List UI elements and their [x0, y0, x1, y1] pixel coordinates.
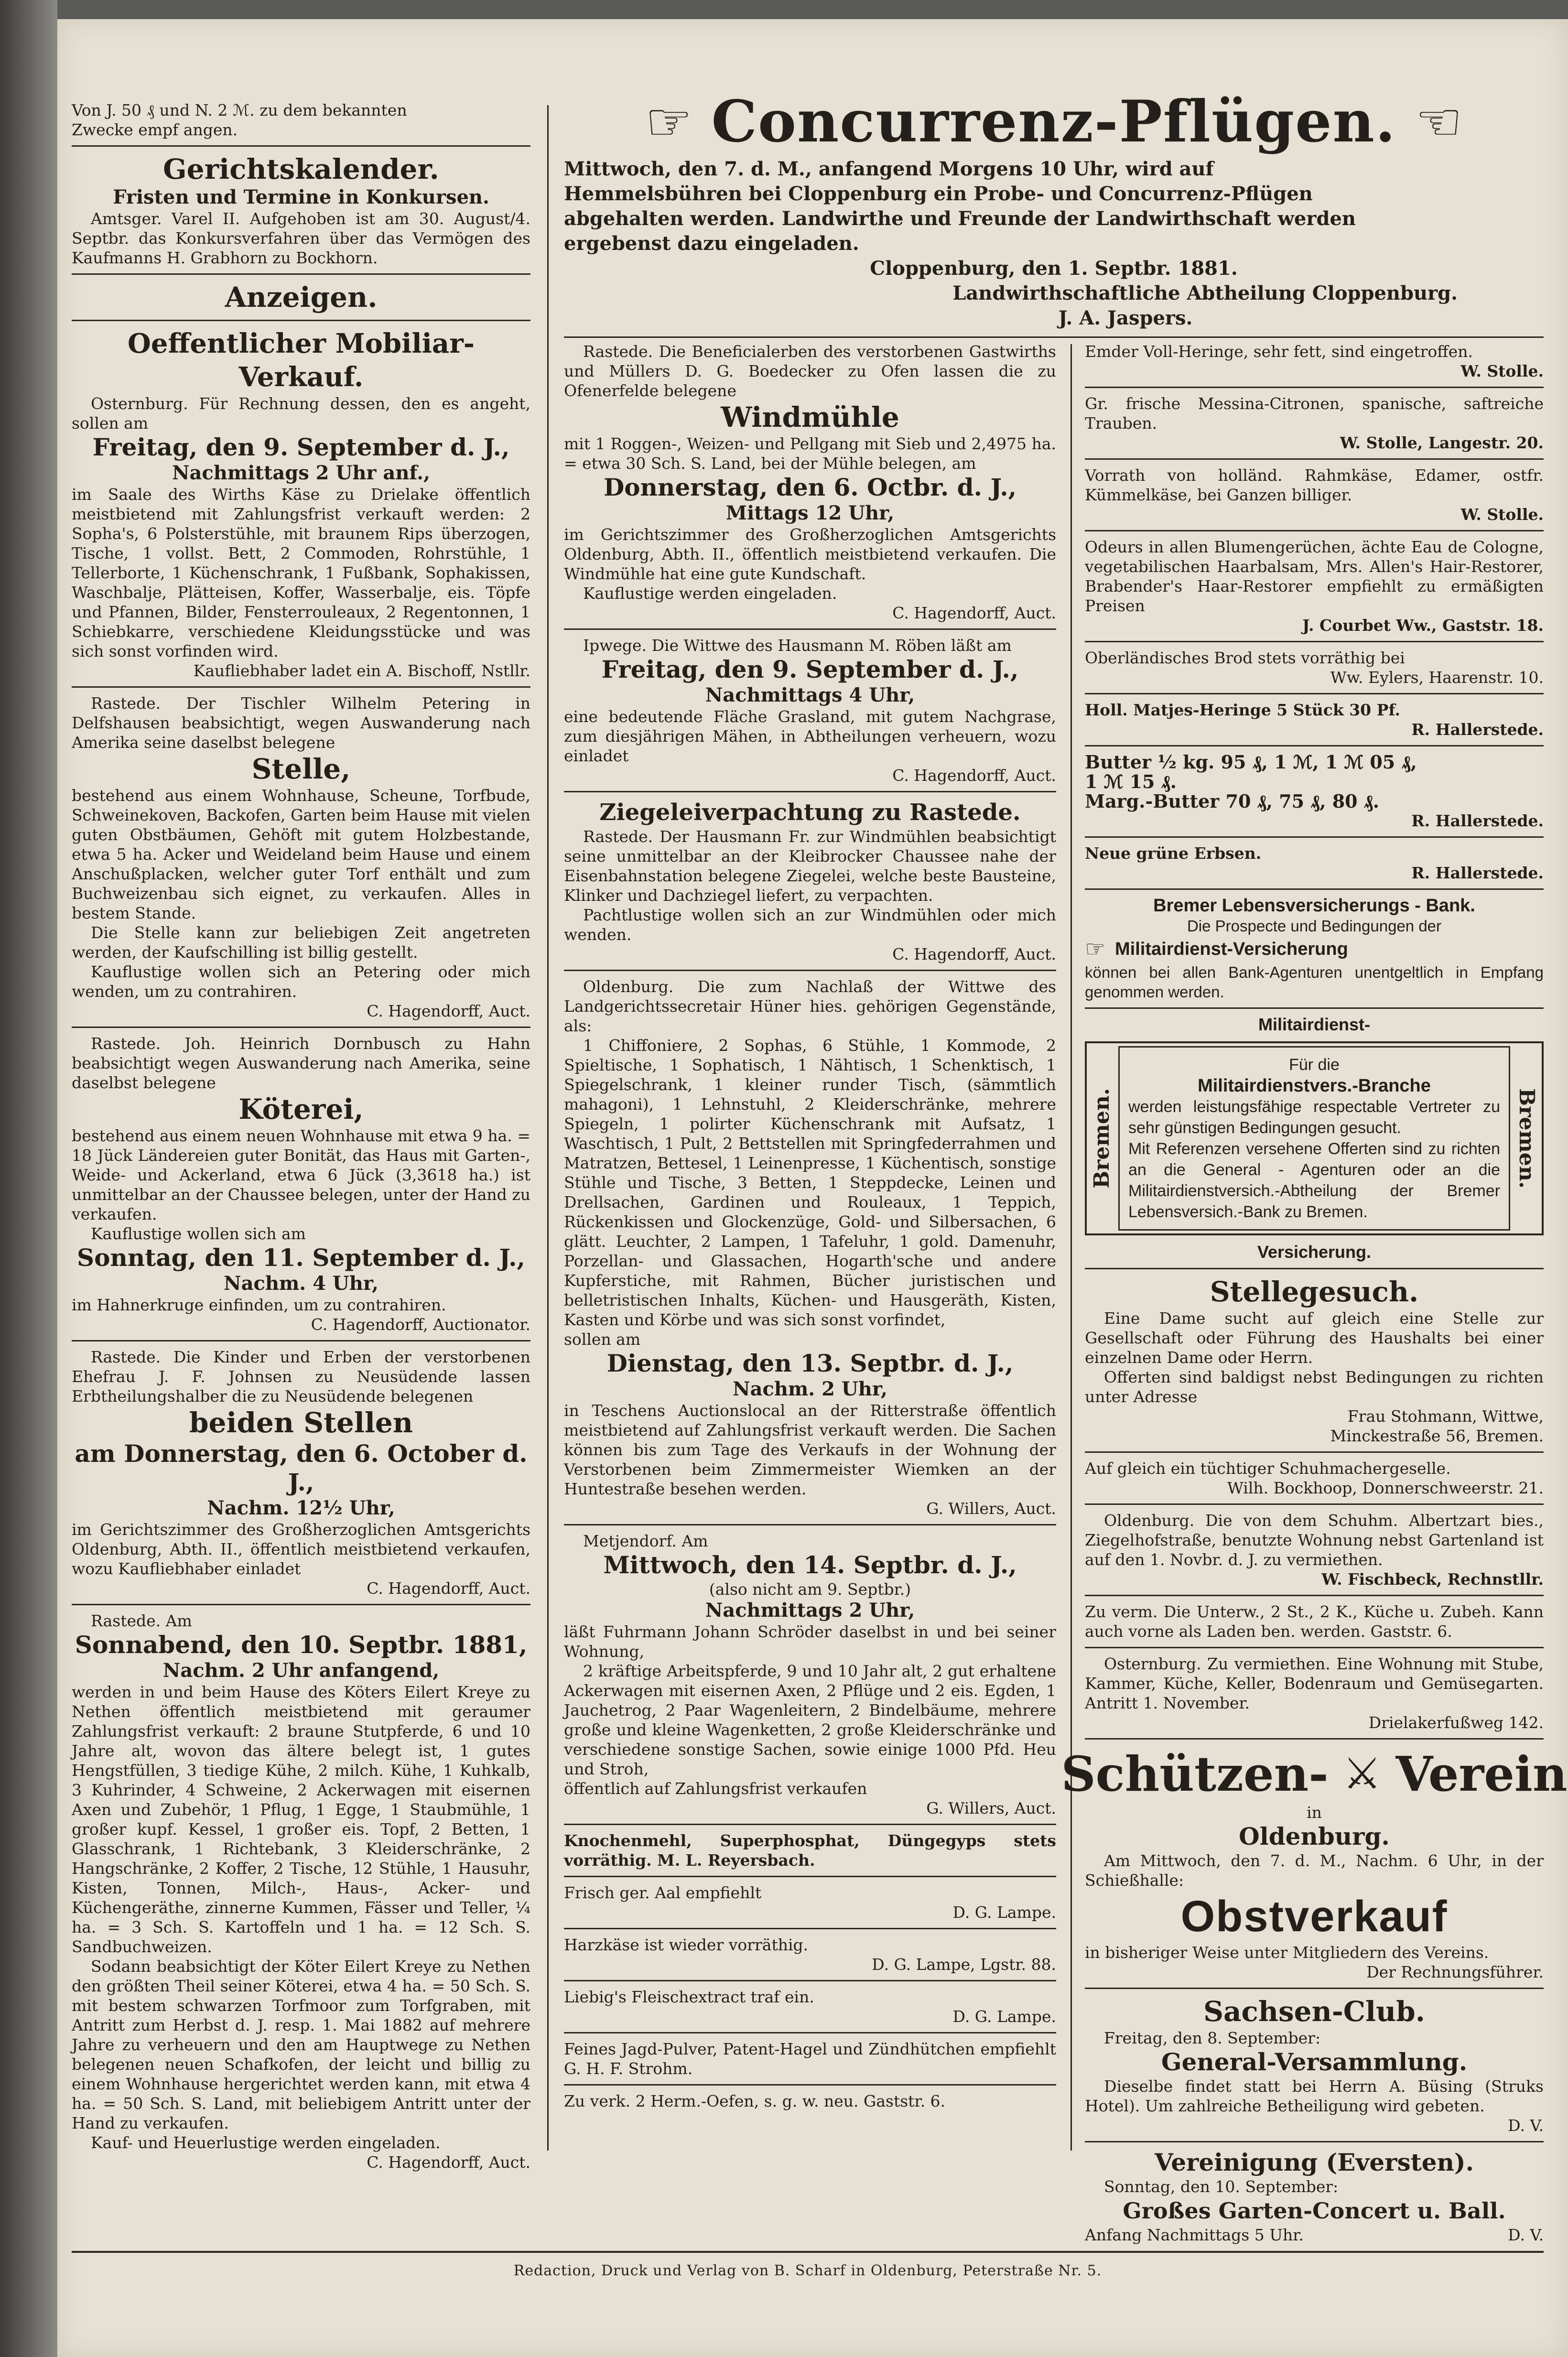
metjendorf-date: Mittwoch, den 14. Septbr. d. J.,	[603, 1551, 1017, 1579]
erbsen-ad: Neue grüne Erbsen.	[1085, 844, 1262, 863]
ziegelei-text: Rastede. Der Hausmann Fr. zur Windmühlen beabsichtigt seine unmittelbar an der Kleibrocker Chaussee nahe der Eisenbahnstation belegene Ziegelei, welche beste Bausteine, Klinker und Dachziegel liefert, zu verpachten.	[564, 827, 1056, 905]
huener-intro: Oldenburg. Die zum Nachlaß der Wittwe des Landgerichtssecretair Hüner hies. gehörigen Gegenstände, als:	[564, 977, 1056, 1035]
divider	[564, 1928, 1056, 1929]
box-line: werden leistungsfähige respectable Vertreter zu sehr günstigen Bedingungen gesucht.	[1128, 1098, 1500, 1137]
odeurs-sign: J. Courbet Ww., Gaststr. 18.	[1302, 616, 1544, 635]
kreye-intro: Rastede. Am	[91, 1611, 192, 1630]
schuetzen-title	[1061, 1745, 1568, 1803]
schuhmacher-ad: Auf gleich ein tüchtiger Schuhmachergeselle.	[1085, 1459, 1451, 1478]
petering-text: Die Stelle kann zur beliebigen Zeit angetreten werden, der Kaufschilling ist billig gestellt.	[72, 923, 530, 962]
schuetzen-in: in	[1307, 1803, 1322, 1822]
kreye-text: werden in und beim Hause des Köters Eilert Kreye zu Nethen öffentlich meistbietend mit geraumer Zahlungsfrist verkauft: 2 braune Stutpferde, 6 und 10 Jahre alt, wovon das ältere belegt ist, 1 gutes Hengstfüllen, 3 tiedige Kühe, 2 milch. Kühe, 1 Kuhkalb, 3 Kuhrinder, 4 Schweine, 2 Ackerwagen mit eisernen Axen und Zubehör, 1 Pflug, 1 Egge, 1 Staubmühle, 1 großer kupf. Kessel, 1 großer eis. Topf, 2 Betten, 1 Glasschrank, 1 Richtebank, 3 Kleiderschränke, 2 Hangschränke, 2 Koffer, 2 Tische, 12 Stühle, 1 Hausuhr, Kisten, Tonnen, Milch-, Haus-, Acker- und Küchengeräthe, zinnerne Kummen, Fässer und Teller, ¼ ha. = 3 Sch. S. Kartoffeln und 1 ha. = 12 Sch. S. Sandbuchweizen.	[72, 1683, 530, 1956]
divider	[1085, 888, 1544, 890]
butter-ad: 1 ℳ 15 ₰.	[1085, 771, 1177, 792]
divider	[72, 1340, 530, 1341]
militair-banner	[1085, 936, 1544, 962]
metjendorf-text: öffentlich auf Zahlungsfrist verkaufen	[564, 1779, 867, 1798]
vereinigung-footer	[1085, 2225, 1544, 2245]
sachsen-sign: D. V.	[1508, 2116, 1544, 2135]
box-line: Mit Referenzen versehene Offerten sind zu richten an die General - Agenturen oder an die Militairdienstversich.-Abtheilung der Bremer Lebensversich.-Bank zu Bremen.	[1128, 1140, 1500, 1221]
harzkaese-ad: Harzkäse ist wieder vorräthig.	[564, 1935, 809, 1954]
butter-sign: R. Hallerstede.	[1411, 811, 1544, 830]
huener-text: 1 Chiffoniere, 2 Sophas, 6 Stühle, 1 Kommode, 2 Spieltische, 1 Sophatisch, 1 Nähtisch, 1 Schenktisch, 1 Spiegelschrank, 1 kleiner runder Tisch, (sämmtlich mahagoni), 1 Lehnstuhl, 2 Kleiderschränke, mehrere Spiegeln, 1 polirter Küchenschrank mit Aufsatz, 1 Waschtisch, 1 Pult, 2 Bettstellen mit Springfederrahmen und Matratzen, Bettesel, 1 Leinenpresse, 1 Küchentisch, sonstige Stühle und Tische, 3 Betten, 1 Steppdecke, Leinen und Drellsachen, Gardinen und Rouleaux, 1 Teppich, Rückenkissen und Glockenzüge, Gold- und Silbersachen, 6 glätt. Leuchter, 2 Lampen, 1 Tafeluhr, 1 gold. Damenuhr, Porzellan- und Glassachen, Hogarth'sche und andere Kupferstiche, mit Rahmen, Bücher juristischen und belletristischen Inhalts, Küchen- und Hausgeräth, Kisten, Kasten und Körbe und was sich sonst vorfindet,	[564, 1036, 1056, 1329]
gerichtskalender-subtitle: Fristen und Termine in Konkursen.	[113, 186, 489, 208]
brod-sign: Ww. Eylers, Haarenstr. 10.	[1330, 668, 1544, 687]
johnsen-time: Nachm. 12½ Uhr,	[207, 1497, 395, 1519]
pfluegen-org: Landwirthschaftliche Abtheilung Cloppenburg.	[952, 282, 1458, 304]
divider	[1085, 693, 1544, 694]
divider	[72, 273, 530, 275]
mobiliar-text: im Saale des Wirths Käse zu Drielake öffentlich meistbietend mit Zahlungsfrist verkauft werden: 2 Sopha's, 6 Polsterstühle, mit braunem Rips überzogen, Tische, 1 vollst. Bett, 2 Commoden, Rohrstühle, 1 Tellerborte, 1 Küchenschrank, 1 Fußbank, Sophakissen, Waschbalje, Plätteisen, Koffer, Wasserbalje, eis. Töpfe und Pfannen, Bilder, Fensterrouleaux, 2 Regentonnen, 1 Schiebkarre, verschiedene Kleidungsstücke und was sich sonst vorfinden wird.	[72, 485, 530, 660]
kaese-sign: W. Stolle.	[1460, 505, 1544, 524]
boedecker-text: im Gerichtszimmer des Großherzoglichen Amtsgerichts Oldenburg, Abth. II., öffentlich meistbietend verkaufen. Die Windmühle hat eine gute Kundschaft.	[564, 525, 1056, 583]
boedecker-head: Windmühle	[721, 401, 899, 433]
oefen-ad: Zu verk. 2 Herm.-Oefen, s. g. w. neu. Gaststr. 6.	[564, 2092, 946, 2110]
gerichtskalender-title: Gerichtskalender.	[163, 153, 439, 185]
vereinigung-title: Vereinigung (Eversten).	[1155, 2148, 1474, 2176]
knochenmehl-ad: Knochenmehl, Superphosphat, Düngegyps stets vorräthig. M. L. Reyersbach.	[564, 1831, 1056, 1870]
sachsen-club-title: Sachsen-Club.	[1203, 1995, 1425, 2028]
right-column	[1061, 342, 1568, 2245]
divider	[72, 686, 530, 688]
matjes-ad: Holl. Matjes-Heringe 5 Stück 30 Pf.	[1085, 701, 1400, 719]
boedecker-text: Kauflustige werden eingeladen.	[583, 584, 837, 603]
petering-text: bestehend aus einem Wohnhause, Scheune, Torfbude, Schweinekoven, Backofen, Garten beim Hause mit vielen guten Obstbäumen, Gehöft mit gutem Holzbestande, etwa 5 ha. Acker und Weideland beim Hause und einem Anschußplacken, welcher guter Torf enthält und zum Buchweizenbau sich eignet, zu verkaufen. Alles in bestem Stande.	[72, 786, 530, 922]
binding-spine	[0, 0, 57, 2357]
osternburg-sign: Drielakerfußweg 142.	[1368, 1713, 1544, 1732]
militair-box-bottom: Versicherung.	[1257, 1242, 1372, 1262]
column-rule	[547, 105, 549, 2151]
divider	[72, 320, 530, 321]
huener-date: Dienstag, den 13. Septbr. d. J.,	[606, 1349, 1014, 1377]
petering-sign: C. Hagendorff, Auct.	[367, 1002, 530, 1020]
aal-sign: D. G. Lampe.	[952, 1903, 1056, 1922]
militair-box-top: Militairdienst-	[1258, 1015, 1371, 1034]
column-rule	[1071, 344, 1072, 2151]
petering-head: Stelle,	[251, 753, 351, 785]
divider	[564, 1824, 1056, 1825]
divider	[1085, 1647, 1544, 1648]
divider	[1085, 745, 1544, 746]
metjendorf-text: 2 kräftige Arbeitspferde, 9 und 10 Jahr alt, 2 gut erhaltene Ackerwagen mit eisernen Axen, 2 Pflüge und 2 eis. Egden, 1 Jauchetrog, 2 Paar Wagenleitern, 2 Bindelbäume, mehrere große und kleine Wagenketten, 2 große Kleiderschränke und verschiedene sonstige Sachen, sowie einige 1000 Pfd. Heu und Stroh,	[564, 1662, 1056, 1778]
erbsen-sign: R. Hallerstede.	[1411, 864, 1544, 882]
roeben-time: Nachmittags 4 Uhr,	[705, 684, 915, 706]
wohnung-ad: Oldenburg. Die von dem Schuhm. Albertzart bies., Ziegelhofstraße, benutzte Wohnung nebst Gartenland ist auf den 1. Novbr. d. J. zu vermiethen.	[1085, 1511, 1544, 1569]
stellegesuch-title: Stellegesuch.	[1210, 1276, 1419, 1308]
metjendorf-sign: G. Willers, Auct.	[926, 1799, 1056, 1817]
vereinigung-date: Sonntag, den 10. September:	[1104, 2177, 1339, 2196]
pointing-hand-left-icon: ☜	[1415, 91, 1463, 152]
bremer-bank-title: Bremer Lebensversicherungs - Bank.	[1153, 896, 1475, 916]
divider	[564, 1980, 1056, 1981]
pfluegen-place-date: Cloppenburg, den 1. Septbr. 1881.	[870, 257, 1238, 280]
harzkaese-sign: D. G. Lampe, Lgstr. 88.	[872, 1955, 1056, 1974]
petering-intro: Rastede. Der Tischler Wilhelm Petering in Delfshausen beabsichtigt, wegen Auswanderung nach Amerika seine daselbst belegene	[72, 694, 530, 752]
mobiliar-title: Oeffentlicher Mobiliar-Verkauf.	[128, 328, 475, 393]
stellegesuch-addr: Frau Stohmann, Wittwe,	[1347, 1407, 1544, 1426]
militair-box-inner	[1118, 1046, 1510, 1231]
schuhmacher-sign: Wilh. Bockhoop, Donnerschweerstr. 21.	[1227, 1479, 1544, 1497]
kaese-ad: Vorrath von holländ. Rahmkäse, Edamer, ostfr. Kümmelkäse, bei Ganzen billiger.	[1085, 466, 1544, 504]
divider	[1085, 1988, 1544, 1989]
pointing-hand-right-icon: ☞	[645, 91, 692, 152]
imprint-footer: Redaction, Druck und Verlag von B. Scharf in Oldenburg, Peterstraße Nr. 5.	[72, 2251, 1544, 2279]
anzeigen-heading: Anzeigen.	[225, 281, 378, 314]
schuetzen-city: Oldenburg.	[1239, 1822, 1390, 1850]
crossed-rifles-icon: ⚔	[1342, 1749, 1382, 1799]
metjendorf-alt: (also nicht am 9. Septbr.)	[709, 1580, 911, 1599]
divider	[564, 970, 1056, 971]
left-column	[72, 100, 530, 2172]
obstverkauf-head: Obstverkauf	[1180, 1892, 1448, 1941]
boedecker-date: Donnerstag, den 6. Octbr. d. J.,	[603, 473, 1017, 501]
ziegelei-sign: C. Hagendorff, Auct.	[892, 945, 1056, 963]
sachsen-date: Freitag, den 8. September:	[1104, 2029, 1321, 2047]
pfluegen-line: ergebenst dazu eingeladen.	[564, 232, 859, 255]
notice-line: Von J. 50 ₰ und N. 2 ℳ. zu dem bekannten	[72, 101, 407, 119]
bremer-bank-text: können bei allen Bank-Agenturen unentgeltlich in Empfang genommen werden.	[1085, 963, 1544, 1001]
vereinigung-head: Großes Garten-Concert u. Ball.	[1123, 2198, 1506, 2224]
divider	[1085, 836, 1544, 838]
divider	[72, 145, 530, 147]
gerichtskalender-text: Amtsger. Varel II. Aufgehoben ist am 30. August/4. Septbr. das Konkursverfahren über das Vermögen des Kaufmanns H. Grabhorn zu Bockhorn.	[72, 209, 530, 267]
notice-line: Zwecke empf angen.	[72, 120, 238, 139]
liebig-sign: D. G. Lampe.	[952, 2007, 1056, 2026]
dornbusch-intro: Rastede. Joh. Heinrich Dornbusch zu Hahn beabsichtigt wegen Auswanderung nach Amerika, seine daselbst belegene	[72, 1034, 530, 1092]
divider	[1085, 2141, 1544, 2142]
kreye-time: Nachm. 2 Uhr anfangend,	[162, 1659, 440, 1682]
divider	[564, 1876, 1056, 1877]
kreye-text: Kauf- und Heuerlustige werden eingeladen.	[91, 2133, 441, 2152]
aal-ad: Frisch ger. Aal empfiehlt	[564, 1883, 762, 1902]
roeben-text: eine bedeutende Fläche Grasland, mit gutem Nachgrase, zum diesjährigen Mähen, in Abtheilungen verheuern, wozu einladet	[564, 707, 1056, 765]
huener-text: in Teschens Auctionslocal an der Ritterstraße öffentlich meistbietend auf Zahlungsfrist verkauft werden. Die Sachen können bis zum Tage des Verkaufs in der Wohnung der Verstorbenen beim Zimmermeister Wiemken an der Huntestraße besehen werden.	[564, 1401, 1056, 1498]
dornbusch-text: Kauflustige wollen sich am	[91, 1224, 306, 1243]
liebig-ad: Liebig's Fleischextract traf ein.	[564, 1988, 814, 2006]
militair-box	[1085, 1041, 1544, 1235]
divider	[1085, 458, 1544, 460]
jagdpulver-ad: Feines Jagd-Pulver, Patent-Hagel und Zündhütchen empfiehlt G. H. F. Strohm.	[564, 2040, 1056, 2078]
divider	[564, 628, 1056, 630]
kreye-sign: C. Hagendorff, Auct.	[367, 2153, 530, 2172]
metjendorf-time: Nachmittags 2 Uhr,	[705, 1599, 915, 1622]
bremer-bank-line: Die Prospecte und Bedingungen der	[1187, 917, 1442, 935]
heringe-sign: W. Stolle.	[1460, 362, 1544, 380]
middle-column	[564, 342, 1056, 2111]
divider	[564, 791, 1056, 792]
huener-time: Nachm. 2 Uhr,	[733, 1378, 887, 1400]
petering-text: Kauflustige wollen sich an Petering oder mich wenden, um zu contrahiren.	[72, 962, 530, 1001]
roeben-intro: Ipwege. Die Wittwe des Hausmann M. Röben läßt am	[583, 636, 1012, 655]
divider	[564, 2032, 1056, 2033]
metjendorf-intro: Metjendorf. Am	[583, 1532, 708, 1550]
divider	[564, 1524, 1056, 1525]
dornbusch-time: Nachm. 4 Uhr,	[224, 1272, 378, 1295]
ziegelei-text: Pachtlustige wollen sich an zur Windmühlen oder mich wenden.	[564, 906, 1056, 944]
ziegelei-title: Ziegeleiverpachtung zu Rastede.	[599, 799, 1021, 826]
johnsen-sign: C. Hagendorff, Auct.	[367, 1579, 530, 1598]
sachsen-head: General-Versammlung.	[1161, 2048, 1468, 2076]
boedecker-time: Mittags 12 Uhr,	[725, 502, 895, 524]
mobiliar-intro: Osternburg. Für Rechnung dessen, den es angeht, sollen am	[72, 394, 530, 432]
pfluegen-line: Hemmelsbühren bei Cloppenburg ein Probe- und Concurrenz-Pflügen	[564, 183, 1313, 205]
vereinigung-sign: D. V.	[1508, 2226, 1544, 2244]
stellegesuch-text: Eine Dame sucht auf gleich eine Stelle zur Gesellschaft oder Führung des Haushalts bei einer einzelnen Dame oder Herrn.	[1085, 1309, 1544, 1367]
pfluegen-title: Concurrenz-Pflügen.	[711, 88, 1396, 155]
roeben-sign: C. Hagendorff, Auct.	[892, 766, 1056, 785]
dornbusch-text: bestehend aus einem neuen Wohnhause mit etwa 9 ha. = 18 Jück Ländereien guter Bonität, das Haus mit Garten-, Weide- und Ackerland, etwa 6 Jück (3,3618 ha.) ist unmittelbar an der Chaussee belegen, unter der Hand zu verkaufen.	[72, 1126, 530, 1223]
citronen-ad: Gr. frische Messina-Citronen, spanische, saftreiche Trauben.	[1085, 394, 1544, 432]
schuetzen-text: Am Mittwoch, den 7. d. M., Nachm. 6 Uhr, in der Schießhalle:	[1085, 1851, 1544, 1890]
mobiliar-date: Freitag, den 9. September d. J.,	[92, 433, 510, 461]
citronen-sign: W. Stolle, Langestr. 20.	[1340, 433, 1544, 452]
osternburg-ad: Osternburg. Zu vermiethen. Eine Wohnung mit Stube, Kammer, Küche, Keller, Bodenraum und Gemüsegarten. Antritt 1. November.	[1085, 1654, 1544, 1712]
divider	[1085, 1595, 1544, 1596]
johnsen-head: beiden Stellen	[189, 1406, 413, 1439]
dornbusch-date: Sonntag, den 11. September d. J.,	[77, 1243, 525, 1272]
divider	[564, 336, 1544, 338]
odeurs-ad: Odeurs in allen Blumengerüchen, ächte Eau de Cologne, vegetabilischen Haarbalsam, Mrs. Allen's Hair-Restorer, Brabender's Haar-Restorer empfiehlt zu ermäßigten Preisen	[1085, 538, 1544, 615]
divider	[72, 1604, 530, 1605]
divider	[72, 1027, 530, 1028]
schuetzen-text: in bisheriger Weise unter Mitgliedern des Vereins.	[1085, 1943, 1489, 1962]
verein-word: Verein	[1395, 1746, 1568, 1802]
stellegesuch-addr: Minckestraße 56, Bremen.	[1330, 1427, 1544, 1445]
sachsen-text: Dieselbe findet statt bei Herrn A. Büsing (Struks Hotel). Um zahlreiche Betheiligung wird gebeten.	[1085, 2077, 1544, 2115]
box-side-label: Bremen.	[1514, 1088, 1539, 1189]
metjendorf-text: läßt Fuhrmann Johann Schröder daselbst in und bei seiner Wohnung,	[564, 1622, 1056, 1661]
box-line: Militairdienstvers.-Branche	[1198, 1076, 1431, 1096]
pointing-hand-icon: ☞	[1085, 936, 1106, 962]
divider	[1085, 387, 1544, 388]
boedecker-text: mit 1 Roggen-, Weizen- und Pellgang mit Sieb und 2,4975 ha. = etwa 30 Sch. S. Land, bei der Mühle belegen, am	[564, 434, 1056, 473]
box-side-label: Bremen.	[1090, 1088, 1114, 1189]
divider	[1085, 1451, 1544, 1453]
dornbusch-sign: C. Hagendorff, Auctionator.	[311, 1315, 530, 1334]
stellegesuch-text: Offerten sind baldigst nebst Bedingungen zu richten unter Adresse	[1085, 1368, 1544, 1406]
pfluegen-line: abgehalten werden. Landwirthe und Freunde der Landwirthschaft werden	[564, 207, 1356, 230]
pfluegen-ad	[564, 88, 1544, 344]
pfluegen-sign: J. A. Jaspers.	[1058, 307, 1193, 329]
butter-ad: Butter ½ kg. 95 ₰, 1 ℳ, 1 ℳ 05 ₰,	[1085, 751, 1417, 773]
mobiliar-time: Nachmittags 2 Uhr anf.,	[172, 462, 431, 484]
divider	[564, 2084, 1056, 2086]
johnsen-date: am Donnerstag, den 6. October d. J.,	[75, 1439, 528, 1496]
johnsen-intro: Rastede. Die Kinder und Erben der verstorbenen Ehefrau J. F. Johnsen zu Neusüdende lassen Erbtheilungshalber die zu Neusüdende belegenen	[72, 1348, 530, 1406]
divider	[1085, 1268, 1544, 1269]
divider	[1085, 530, 1544, 531]
divider	[1085, 641, 1544, 642]
dornbusch-head: Köterei,	[238, 1093, 364, 1125]
roeben-date: Freitag, den 9. September d. J.,	[601, 655, 1019, 683]
divider	[1085, 1738, 1544, 1740]
boedecker-intro: Rastede. Die Beneficialerben des verstorbenen Gastwirths und Müllers D. G. Boedecker zu Ofen lassen die zu Ofenerfelde belegene	[564, 342, 1056, 400]
divider	[1085, 1007, 1544, 1009]
schuetzen-sign: Der Rechnungsführer.	[1366, 1963, 1544, 1981]
divider	[1085, 1503, 1544, 1505]
margbutter-ad: Marg.-Butter 70 ₰, 75 ₰, 80 ₰.	[1085, 790, 1380, 812]
huener-text: sollen am	[564, 1330, 641, 1349]
militair-versicherung: Militairdienst-Versicherung	[1115, 939, 1348, 959]
brod-ad: Oberländisches Brod stets vorräthig bei	[1085, 649, 1405, 667]
dornbusch-text: im Hahnerkruge einfinden, um zu contrahiren.	[72, 1296, 446, 1314]
wohnung-sign: W. Fischbeck, Rechnstllr.	[1321, 1570, 1544, 1589]
matjes-sign: R. Hallerstede.	[1411, 720, 1544, 739]
kreye-text: Sodann beabsichtigt der Köter Eilert Kreye zu Nethen den größten Theil seiner Köterei, etwa 4 ha. = 50 Sch. S. mit bestem schwarzen Torfmoor zum Torfgraben, mit Antritt zum Herbst d. J. resp. 1. Mai 1882 auf mehrere Jahre zu verheuern und den am Hauptwege zu Nethen belegenen neuen Schafkofen, der leicht und billig zu einem Wohnhause hergerichtet werden kann, mit etwa 4 ha. = 50 Sch. S. Land, mit beliebigem Antritt unter der Hand zu verkaufen.	[72, 1957, 530, 2132]
pfluegen-line: Mittwoch, den 7. d. M., anfangend Morgens 10 Uhr, wird auf	[564, 158, 1214, 180]
huener-sign: G. Willers, Auct.	[926, 1499, 1056, 1518]
box-line: Für die	[1289, 1056, 1340, 1074]
boedecker-sign: C. Hagendorff, Auct.	[892, 604, 1056, 622]
schuetzen-word: Schützen-	[1061, 1746, 1329, 1802]
johnsen-text: im Gerichtszimmer des Großherzoglichen Amtsgerichts Oldenburg, Abth. II., öffentlich meistbietend verkaufen, wozu Kaufliebhaber einladet	[72, 1520, 530, 1578]
kreye-date: Sonnabend, den 10. Septbr. 1881,	[75, 1631, 528, 1659]
heringe-ad: Emder Voll-Heringe, sehr fett, sind eingetroffen.	[1085, 342, 1473, 361]
vereinigung-time: Anfang Nachmittags 5 Uhr.	[1085, 2226, 1304, 2244]
mobiliar-sign: Kaufliebhaber ladet ein A. Bischoff, Nstllr.	[193, 661, 530, 680]
zu-verm-ad: Zu verm. Die Unterw., 2 St., 2 K., Küche u. Zubeh. Kann auch vorne als Laden ben. werden. Gaststr. 6.	[1085, 1602, 1544, 1641]
